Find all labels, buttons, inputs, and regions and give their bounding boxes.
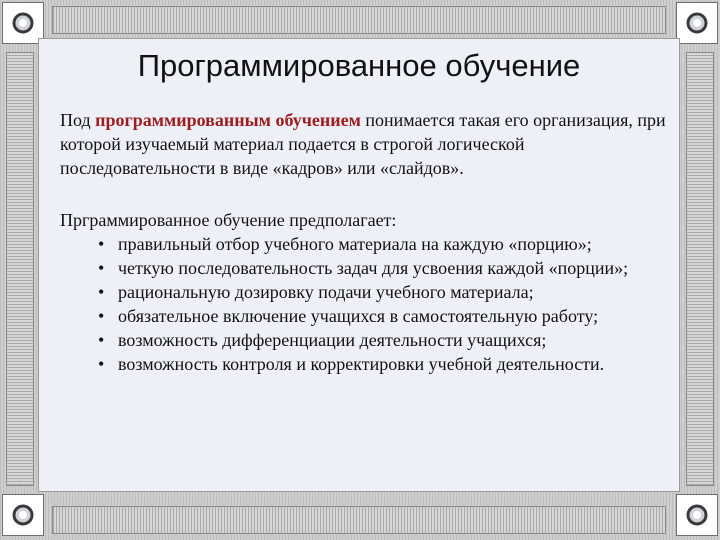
bullet-dot: • — [98, 330, 105, 350]
lead-paragraph: Прграммированное обучение предполагает: — [60, 210, 397, 230]
bullet-dot: • — [98, 306, 105, 326]
intro-paragraph — [60, 108, 666, 180]
list-item — [60, 256, 670, 280]
bullet-text: обязательное включение учащихся в самостоятельную работу; — [118, 306, 599, 326]
bullet-text: рациональную дозировку подачи учебного материала; — [118, 282, 534, 302]
bullet-text: возможность дифференциации деятельности учащихся; — [118, 330, 547, 350]
list-item — [60, 304, 670, 328]
intro-suffix: понимается такая его организация, при которой изучаемый материал подается в строгой логической последовательности в виде «кадров» или «слайдов». — [60, 110, 666, 178]
frame-right-bar — [686, 52, 714, 486]
intro-highlight: программированным обучением — [95, 110, 361, 130]
corner-ring-icon — [676, 494, 718, 536]
corner-ring-icon — [676, 2, 718, 44]
list-item — [60, 232, 670, 256]
frame-bottom-bar — [52, 506, 666, 534]
list-item — [60, 352, 670, 376]
list-item — [60, 328, 670, 352]
bullet-dot: • — [98, 354, 105, 374]
frame-top-bar — [52, 6, 666, 34]
bullet-list — [60, 232, 670, 376]
bullet-dot: • — [98, 234, 105, 254]
frame-left-bar — [6, 52, 34, 486]
bullet-dot: • — [98, 282, 105, 302]
bullet-text: возможность контроля и корректировки учебной деятельности. — [118, 354, 605, 374]
slide-title: Программированное обучение — [137, 48, 581, 83]
list-item — [60, 280, 670, 304]
bullet-dot: • — [98, 258, 105, 278]
bullet-text: правильный отбор учебного материала на каждую «порцию»; — [118, 234, 592, 254]
corner-ring-icon — [2, 494, 44, 536]
bullet-text: четкую последовательность задач для усвоения каждой «порции»; — [118, 258, 629, 278]
intro-prefix: Под — [60, 110, 96, 130]
